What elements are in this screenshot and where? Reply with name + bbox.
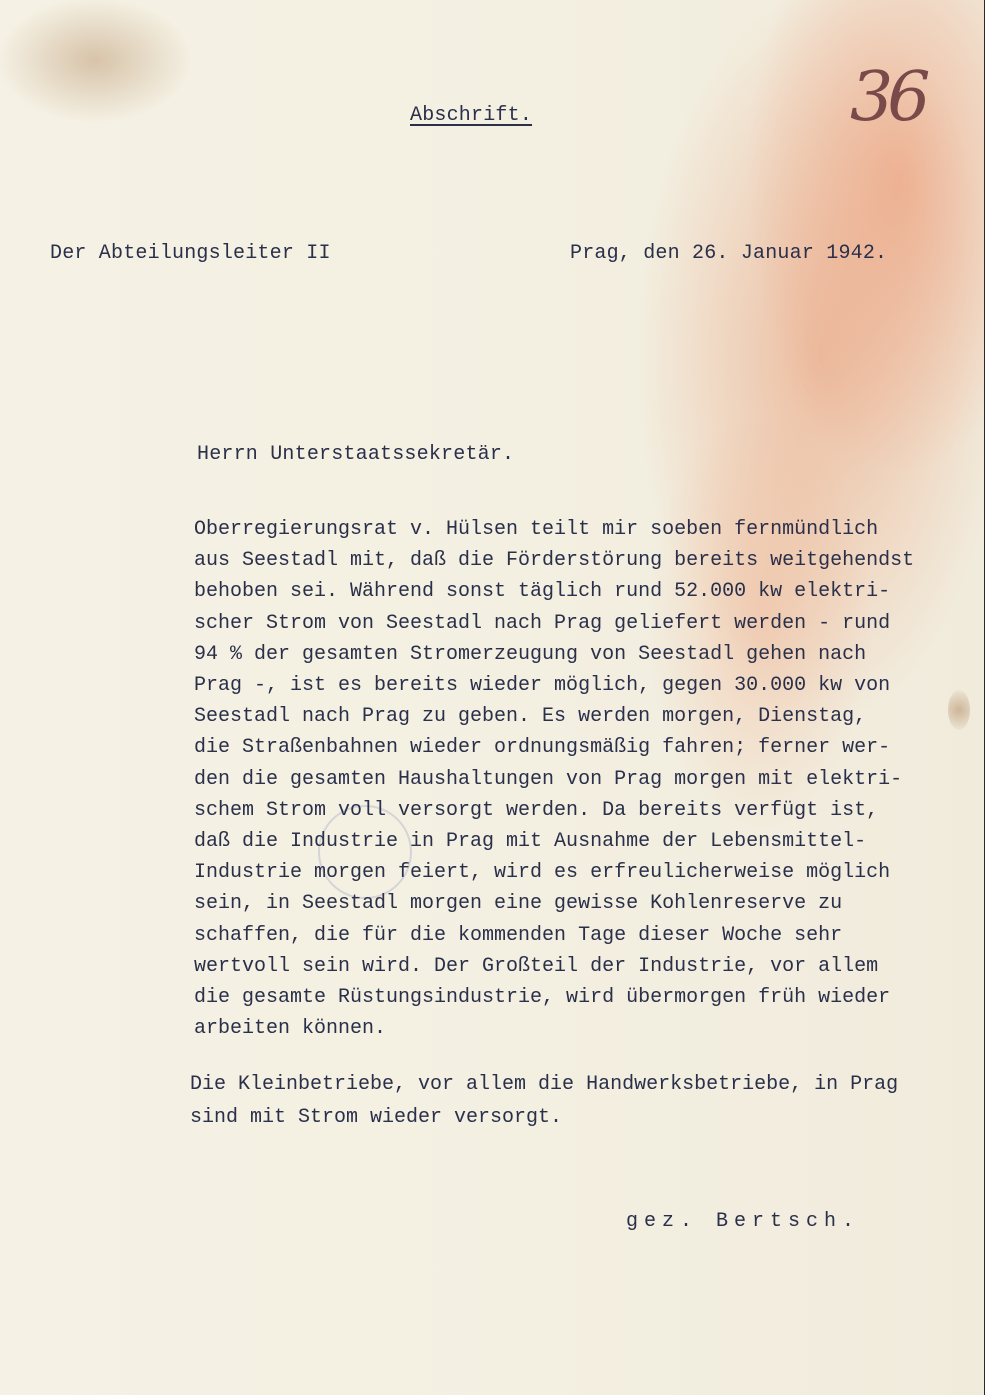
scan-margin: [985, 0, 1000, 1395]
salutation: Herrn Unterstaatssekretär.: [197, 443, 515, 466]
paragraph-line: den die gesamten Haushaltungen von Prag morgen mit elektri-: [194, 767, 903, 791]
paragraph-line: daß die Industrie in Prag mit Ausnahme der Lebensmittel-: [194, 830, 867, 854]
paragraph-line: die Straßenbahnen wieder ordnungsmäßig fahren; ferner wer-: [194, 736, 891, 760]
sender-line: Der Abteilungsleiter II: [50, 242, 331, 265]
body-paragraph-2: [190, 1068, 980, 1134]
paragraph-line: behoben sei. Während sonst täglich rund 52.000 kw elektri-: [194, 580, 891, 604]
paragraph-line: sein, in Seestadl morgen eine gewisse Kohlenreserve zu: [194, 892, 843, 916]
paragraph-line: 94 % der gesamten Stromerzeugung von Seestadl gehen nach: [194, 642, 867, 666]
body-paragraph-1: [194, 514, 984, 1044]
paragraph-line: Industrie morgen feiert, wird es erfreulicherweise möglich: [194, 861, 891, 885]
paragraph-line: Oberregierungsrat v. Hülsen teilt mir soeben fernmündlich: [194, 518, 879, 541]
paragraph-line: die gesamte Rüstungsindustrie, wird übermorgen früh wieder: [194, 986, 891, 1010]
paragraph-line: wertvoll sein wird. Der Großteil der Industrie, vor allem: [194, 954, 879, 978]
document-heading: Abschrift.: [410, 104, 533, 127]
paragraph-line: Seestadl nach Prag zu geben. Es werden morgen, Dienstag,: [194, 705, 867, 729]
paragraph-line: Prag -, ist es bereits wieder möglich, gegen 30.000 kw von: [194, 674, 891, 698]
date-line: Prag, den 26. Januar 1942.: [570, 242, 888, 265]
paragraph-line: Die Kleinbetriebe, vor allem die Handwerksbetriebe, in Prag: [190, 1073, 899, 1096]
paragraph-line: schaffen, die für die kommenden Tage dieser Woche sehr: [194, 923, 843, 947]
paragraph-line: arbeiten können.: [194, 1017, 387, 1041]
paragraph-line: schem Strom voll versorgt werden. Da bereits verfügt ist,: [194, 798, 879, 822]
paragraph-line: aus Seestadl mit, daß die Förderstörung bereits weitgehendst: [194, 549, 915, 573]
handwritten-folio-number: 36: [850, 58, 925, 137]
paragraph-line: sind mit Strom wieder versorgt.: [190, 1106, 563, 1129]
signature-line: gez. Bertsch.: [626, 1210, 861, 1233]
paragraph-line: scher Strom von Seestadl nach Prag geliefert werden - rund: [194, 611, 891, 635]
